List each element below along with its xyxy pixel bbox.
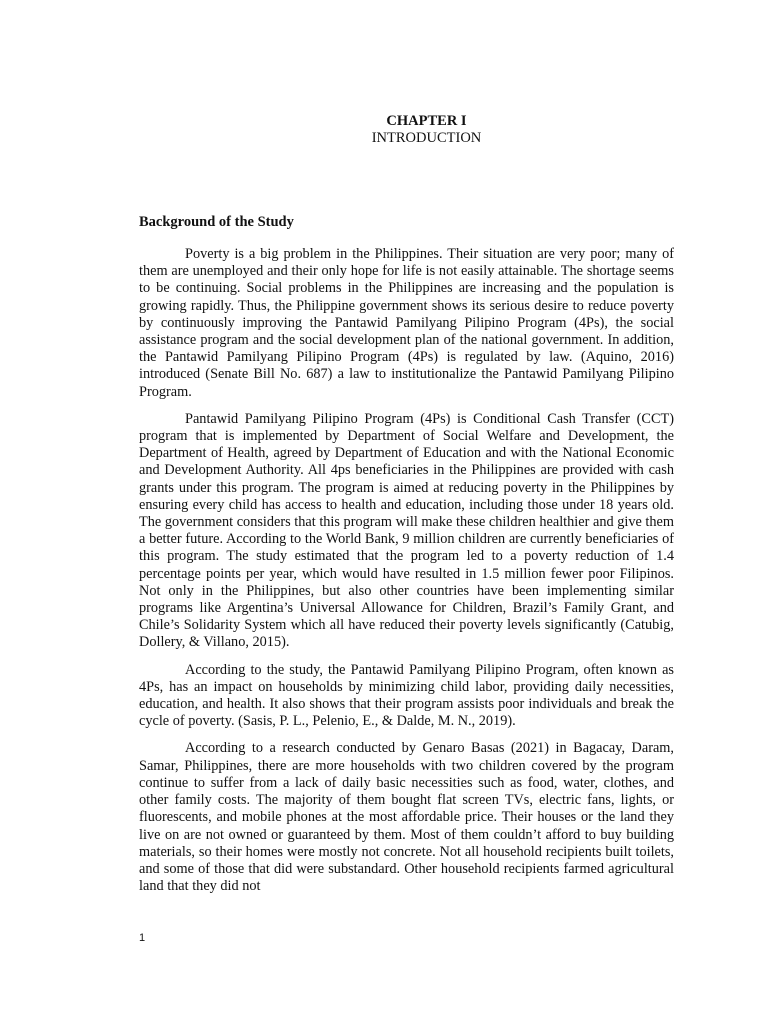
section-heading: Background of the Study [139,214,294,230]
paragraph-2: Pantawid Pamilyang Pilipino Program (4Ps) is Conditional Cash Transfer (CCT) program that is implemented by Department of Social Welfare and Development, the Department of Health, agreed by Department of Education and with the National Economic and Development Authority. All 4ps beneficiaries in the Philippines are provided with cash grants under this program. The program is aimed at reducing poverty in the Philippines by ensuring every child has access to health and education, including those under 18 years old. The government considers that this program will make these children healthier and give them a better future. According to the World Bank, 9 million children are currently beneficiaries of this program. The study estimated that the program led to a poverty reduction of 1.4 percentage points per year, which would have resulted in 1.5 million fewer poor Filipinos. Not only in the Philippines, but also other countries have been implementing similar programs like Argentina’s Universal Allowance for Children, Brazil’s Family Grant, and Chile’s Solidarity System which all have reduced their poverty levels significantly (Catubig, Dollery, & Villano, 2015). [139,410,674,651]
paragraph-3: According to the study, the Pantawid Pamilyang Pilipino Program, often known as 4Ps, has an impact on households by minimizing child labor, providing daily necessities, education, and health. It also shows that their program assists poor individuals and break the cycle of poverty. (Sasis, P. L., Pelenio, E., & Dalde, M. N., 2019). [139,661,674,730]
chapter-number: CHAPTER I [386,113,467,129]
paragraph-4: According to a research conducted by Genaro Basas (2021) in Bagacay, Daram, Samar, Philippines, there are more households with two children covered by the program continue to suffer from a lack of daily basic necessities such as food, water, clothes, and other family costs. The majority of them bought flat screen TVs, electric fans, lights, or fluorescents, and mobile phones at the most affordable price. Their houses or the land they live on are not owned or guaranteed by them. Most of them couldn’t afford to buy building materials, so their homes were mostly not concrete. Not all household recipients built toilets, and some of those that did were substandard. Other household recipients farmed agricultural land that they did not [139,740,674,895]
paragraph-1: Poverty is a big problem in the Philippines. Their situation are very poor; many of them are unemployed and their only hope for life is not easily attainable. The shortage seems to be continuing. Social problems in the Philippines are increasing and the population is growing rapidly. Thus, the Philippine government shows its serious desire to reduce poverty by continuously improving the Pantawid Pamilyang Pilipino Program (4Ps), the social assistance program and the social development plan of the national government. In addition, the Pantawid Pamilyang Pilipino Program (4Ps) is regulated by law. (Aquino, 2016) introduced (Senate Bill No. 687) a law to institutionalize the Pantawid Pamilyang Pilipino Program. [139,246,674,400]
body-text [139,246,674,905]
chapter-heading [139,113,674,147]
page-number: 1 [139,932,146,944]
chapter-title: INTRODUCTION [371,130,482,146]
